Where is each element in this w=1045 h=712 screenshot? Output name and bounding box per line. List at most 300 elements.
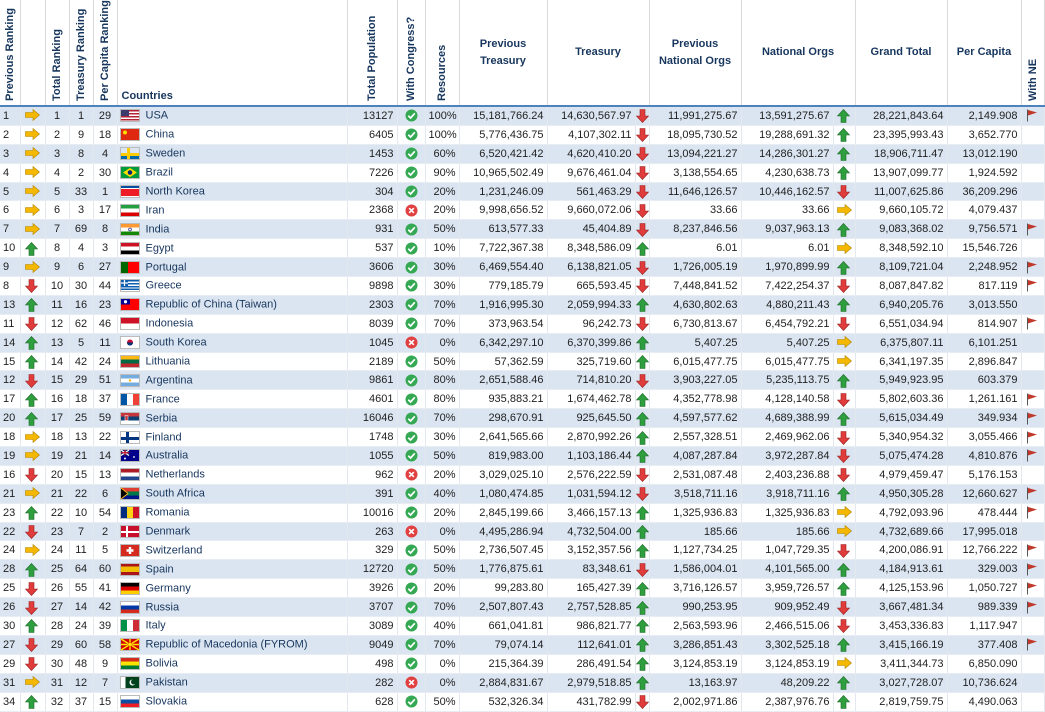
resources-cell: 90% (425, 163, 459, 182)
header-with-ne[interactable]: With NE (1021, 0, 1044, 106)
total-population-cell: 391 (347, 484, 397, 503)
in-flag-icon (120, 223, 140, 236)
grand-total-cell: 9,083,368.02 (855, 220, 947, 239)
per-capita-ranking-cell: 54 (93, 503, 117, 522)
down-arrow-icon (636, 695, 649, 708)
country-cell[interactable] (117, 220, 347, 239)
red-flag-icon (1026, 109, 1039, 122)
total-ranking-cell: 2 (45, 125, 69, 144)
right-arrow-icon (25, 204, 40, 217)
sk-flag-icon (120, 695, 140, 708)
with-ne-cell (1021, 390, 1044, 409)
treasury-trend-cell (635, 106, 649, 125)
country-cell[interactable] (117, 314, 347, 333)
resources-cell: 70% (425, 635, 459, 654)
up-arrow-icon (25, 355, 40, 368)
country-cell[interactable] (117, 333, 347, 352)
treasury-ranking-cell: 1 (69, 106, 93, 125)
country-cell[interactable] (117, 579, 347, 598)
previous-treasury-cell: 215,364.39 (459, 654, 547, 673)
up-arrow-icon (636, 242, 649, 255)
table-row[interactable] (0, 522, 1044, 541)
total-population-cell: 263 (347, 522, 397, 541)
per-capita-cell: 3,652.770 (947, 125, 1021, 144)
down-arrow-icon (837, 468, 852, 481)
table-row[interactable] (0, 125, 1044, 144)
treasury-trend-cell (635, 522, 649, 541)
table-row[interactable] (0, 654, 1044, 673)
per-capita-cell: 12,660.627 (947, 484, 1021, 503)
up-arrow-icon (636, 506, 649, 519)
resources-cell: 0% (425, 654, 459, 673)
per-capita-ranking-cell: 8 (93, 220, 117, 239)
with-ne-cell (1021, 617, 1044, 636)
up-arrow-icon (25, 298, 40, 311)
country-cell[interactable] (117, 163, 347, 182)
congress-cell (397, 333, 425, 352)
country-cell[interactable] (117, 409, 347, 428)
table-row[interactable] (0, 314, 1044, 333)
cross-icon (405, 525, 418, 538)
total-ranking-cell: 7 (45, 220, 69, 239)
header-treasury[interactable]: Treasury (547, 0, 649, 106)
treasury-trend-cell (635, 617, 649, 636)
it-flag-icon (120, 619, 140, 632)
country-cell[interactable] (117, 503, 347, 522)
down-arrow-icon (636, 223, 649, 236)
previous-ranking-cell: 14 (0, 333, 20, 352)
eg-flag-icon (120, 242, 140, 255)
check-icon (405, 582, 418, 595)
treasury-cell: 9,660,072.06 (547, 201, 635, 220)
treasury-trend-cell (635, 447, 649, 466)
table-row[interactable] (0, 352, 1044, 371)
treasury-ranking-cell: 16 (69, 295, 93, 314)
check-icon (405, 147, 418, 160)
up-arrow-icon (636, 431, 649, 444)
per-capita-ranking-cell: 2 (93, 522, 117, 541)
table-row[interactable] (0, 692, 1044, 711)
check-icon (405, 563, 418, 576)
congress-cell (397, 390, 425, 409)
total-ranking-cell: 6 (45, 201, 69, 220)
country-name: Argentina (145, 374, 193, 387)
down-arrow-icon (25, 601, 40, 614)
total-population-cell: 1055 (347, 447, 397, 466)
up-arrow-icon (25, 563, 40, 576)
up-arrow-icon (837, 582, 852, 595)
country-cell[interactable] (117, 522, 347, 541)
treasury-ranking-cell: 8 (69, 144, 93, 163)
orgs-trend-cell (833, 314, 855, 333)
table-row[interactable] (0, 579, 1044, 598)
za-flag-icon (120, 487, 140, 500)
country-cell[interactable] (117, 465, 347, 484)
country-cell[interactable] (117, 277, 347, 296)
header-total-population[interactable]: Total Population (347, 0, 397, 106)
country-cell[interactable] (117, 239, 347, 258)
per-capita-ranking-cell: 42 (93, 598, 117, 617)
grand-total-cell: 4,792,093.96 (855, 503, 947, 522)
dk-flag-icon (120, 525, 140, 538)
table-row[interactable] (0, 371, 1044, 390)
national-orgs-cell: 14,286,301.27 (741, 144, 833, 163)
previous-treasury-cell: 15,181,766.24 (459, 106, 547, 125)
congress-cell (397, 277, 425, 296)
previous-treasury-cell: 99,283.80 (459, 579, 547, 598)
total-population-cell: 2189 (347, 352, 397, 371)
red-flag-icon (1026, 431, 1039, 444)
up-arrow-icon (837, 638, 852, 651)
congress-cell (397, 371, 425, 390)
table-row[interactable] (0, 144, 1044, 163)
previous-national-orgs-cell: 13,163.97 (649, 673, 741, 692)
country-cell[interactable] (117, 371, 347, 390)
with-ne-cell (1021, 314, 1044, 333)
treasury-cell: 4,620,410.20 (547, 144, 635, 163)
ranking-trend-cell (20, 465, 45, 484)
down-arrow-icon (25, 468, 40, 481)
up-arrow-icon (636, 676, 649, 689)
total-ranking-cell: 18 (45, 428, 69, 447)
header-per-capita-ranking[interactable]: Per Capita Ranking (93, 0, 117, 106)
orgs-trend-cell (833, 579, 855, 598)
ranking-trend-cell (20, 258, 45, 277)
congress-cell (397, 617, 425, 636)
up-arrow-icon (636, 638, 649, 651)
table-row[interactable] (0, 277, 1044, 296)
table-row[interactable] (0, 447, 1044, 466)
check-icon (405, 223, 418, 236)
right-arrow-icon (25, 109, 40, 122)
resources-cell: 0% (425, 522, 459, 541)
total-population-cell: 1045 (347, 333, 397, 352)
country-cell[interactable] (117, 617, 347, 636)
treasury-trend-cell (635, 277, 649, 296)
treasury-cell: 8,348,586.09 (547, 239, 635, 258)
treasury-cell: 2,576,222.59 (547, 465, 635, 484)
table-row[interactable] (0, 617, 1044, 636)
per-capita-ranking-cell: 41 (93, 579, 117, 598)
country-name: Spain (145, 563, 174, 576)
per-capita-ranking-cell: 5 (93, 541, 117, 560)
up-arrow-icon (837, 412, 852, 425)
down-arrow-icon (636, 487, 649, 500)
with-ne-cell (1021, 239, 1044, 258)
resources-cell: 60% (425, 144, 459, 163)
ranking-trend-cell (20, 201, 45, 220)
total-population-cell: 329 (347, 541, 397, 560)
previous-national-orgs-cell: 4,597,577.62 (649, 409, 741, 428)
previous-national-orgs-cell: 5,407.25 (649, 333, 741, 352)
table-row[interactable] (0, 201, 1044, 220)
per-capita-cell: 478.444 (947, 503, 1021, 522)
country-cell[interactable] (117, 541, 347, 560)
down-arrow-icon (25, 374, 40, 387)
header-treasury-ranking[interactable]: Treasury Ranking (69, 0, 93, 106)
header-total-ranking[interactable]: Total Ranking (45, 0, 69, 106)
orgs-trend-cell (833, 163, 855, 182)
resources-cell: 50% (425, 560, 459, 579)
total-population-cell: 931 (347, 220, 397, 239)
with-ne-cell (1021, 522, 1044, 541)
ranking-trend-cell (20, 428, 45, 447)
previous-treasury-cell: 2,845,199.66 (459, 503, 547, 522)
right-arrow-icon (25, 147, 40, 160)
grand-total-cell: 3,453,336.83 (855, 617, 947, 636)
header-previous-treasury[interactable]: Previous Treasury (459, 0, 547, 106)
total-ranking-cell: 23 (45, 522, 69, 541)
treasury-trend-cell (635, 503, 649, 522)
national-orgs-cell: 6,015,477.75 (741, 352, 833, 371)
grand-total-cell: 6,375,807.11 (855, 333, 947, 352)
red-flag-icon (1026, 544, 1039, 557)
header-per-capita[interactable]: Per Capita (947, 0, 1021, 106)
resources-cell: 70% (425, 314, 459, 333)
previous-national-orgs-cell: 18,095,730.52 (649, 125, 741, 144)
per-capita-cell: 2,248.952 (947, 258, 1021, 277)
grand-total-cell: 11,007,625.86 (855, 182, 947, 201)
header-grand-total[interactable]: Grand Total (855, 0, 947, 106)
check-icon (405, 109, 418, 122)
per-capita-ranking-cell: 46 (93, 314, 117, 333)
country-cell[interactable] (117, 201, 347, 220)
grand-total-cell: 23,395,993.43 (855, 125, 947, 144)
check-icon (405, 261, 418, 274)
previous-ranking-cell: 23 (0, 503, 20, 522)
with-ne-cell (1021, 220, 1044, 239)
fi-flag-icon (120, 431, 140, 444)
grand-total-cell: 6,940,205.76 (855, 295, 947, 314)
orgs-trend-cell (833, 125, 855, 144)
treasury-cell: 986,821.77 (547, 617, 635, 636)
total-ranking-cell: 22 (45, 503, 69, 522)
up-arrow-icon (636, 412, 649, 425)
previous-national-orgs-cell: 6,015,477.75 (649, 352, 741, 371)
right-arrow-icon (837, 657, 852, 670)
total-ranking-cell: 27 (45, 598, 69, 617)
treasury-cell: 96,242.73 (547, 314, 635, 333)
up-arrow-icon (837, 298, 852, 311)
table-row[interactable] (0, 503, 1044, 522)
up-arrow-icon (837, 563, 852, 576)
table-row[interactable] (0, 484, 1044, 503)
table-row[interactable] (0, 295, 1044, 314)
resources-cell: 70% (425, 295, 459, 314)
table-row[interactable] (0, 182, 1044, 201)
total-ranking-cell: 16 (45, 390, 69, 409)
total-population-cell: 10016 (347, 503, 397, 522)
total-population-cell: 498 (347, 654, 397, 673)
country-cell[interactable] (117, 390, 347, 409)
country-cell[interactable] (117, 692, 347, 711)
ranking-trend-cell (20, 220, 45, 239)
country-cell[interactable] (117, 182, 347, 201)
table-row[interactable] (0, 598, 1044, 617)
header-resources[interactable]: Resources (425, 0, 459, 106)
us-flag-icon (120, 109, 140, 122)
country-cell[interactable] (117, 106, 347, 125)
country-cell[interactable] (117, 352, 347, 371)
header-row (0, 0, 1044, 106)
with-ne-cell (1021, 673, 1044, 692)
country-cell[interactable] (117, 635, 347, 654)
total-ranking-cell: 4 (45, 163, 69, 182)
right-arrow-icon (837, 336, 852, 349)
down-arrow-icon (636, 279, 649, 292)
resources-cell: 0% (425, 673, 459, 692)
orgs-trend-cell (833, 541, 855, 560)
table-row[interactable] (0, 258, 1044, 277)
ranking-trend-cell (20, 314, 45, 333)
total-ranking-cell: 32 (45, 692, 69, 711)
up-arrow-icon (837, 223, 852, 236)
with-ne-cell (1021, 579, 1044, 598)
up-arrow-icon (636, 544, 649, 557)
per-capita-cell: 1,261.161 (947, 390, 1021, 409)
red-flag-icon (1026, 317, 1039, 330)
congress-cell (397, 579, 425, 598)
treasury-ranking-cell: 4 (69, 239, 93, 258)
total-population-cell: 537 (347, 239, 397, 258)
previous-treasury-cell: 2,507,807.43 (459, 598, 547, 617)
table-row[interactable] (0, 560, 1044, 579)
ranking-trend-cell (20, 182, 45, 201)
grand-total-cell: 8,109,721.04 (855, 258, 947, 277)
table-row[interactable] (0, 239, 1044, 258)
country-cell[interactable] (117, 447, 347, 466)
country-name: South Africa (145, 487, 205, 500)
resources-cell: 20% (425, 579, 459, 598)
congress-cell (397, 220, 425, 239)
header-national-orgs[interactable]: National Orgs (741, 0, 855, 106)
country-cell[interactable] (117, 484, 347, 503)
country-name: Denmark (145, 525, 191, 538)
red-flag-icon (1026, 638, 1039, 651)
ranking-trend-cell (20, 125, 45, 144)
up-arrow-icon (636, 393, 649, 406)
with-ne-cell (1021, 692, 1044, 711)
previous-national-orgs-cell: 1,325,936.83 (649, 503, 741, 522)
down-arrow-icon (837, 393, 852, 406)
ranking-trend-cell (20, 239, 45, 258)
country-name: Pakistan (145, 676, 188, 689)
country-cell[interactable] (117, 125, 347, 144)
country-cell[interactable] (117, 428, 347, 447)
orgs-trend-cell (833, 220, 855, 239)
national-orgs-cell: 4,689,388.99 (741, 409, 833, 428)
treasury-trend-cell (635, 125, 649, 144)
treasury-trend-cell (635, 201, 649, 220)
congress-cell (397, 635, 425, 654)
per-capita-ranking-cell: 18 (93, 125, 117, 144)
previous-treasury-cell: 661,041.81 (459, 617, 547, 636)
ranking-trend-cell (20, 163, 45, 182)
right-arrow-icon (25, 166, 40, 179)
grand-total-cell: 9,660,105.72 (855, 201, 947, 220)
country-cell[interactable] (117, 258, 347, 277)
national-orgs-cell: 10,446,162.57 (741, 182, 833, 201)
treasury-cell: 45,404.89 (547, 220, 635, 239)
header-countries[interactable]: Countries (117, 0, 347, 106)
treasury-cell: 2,059,994.33 (547, 295, 635, 314)
treasury-cell: 165,427.39 (547, 579, 635, 598)
grand-total-cell: 5,949,923.95 (855, 371, 947, 390)
check-icon (405, 185, 418, 198)
with-ne-cell (1021, 654, 1044, 673)
br-flag-icon (120, 166, 140, 179)
treasury-cell: 925,645.50 (547, 409, 635, 428)
check-icon (405, 431, 418, 444)
total-ranking-cell: 19 (45, 447, 69, 466)
per-capita-cell: 1,050.727 (947, 579, 1021, 598)
country-cell[interactable] (117, 560, 347, 579)
table-row[interactable] (0, 541, 1044, 560)
header-previous-national-orgs[interactable]: Previous National Orgs (649, 0, 741, 106)
per-capita-cell: 15,546.726 (947, 239, 1021, 258)
header-with-congress[interactable]: With Congress? (397, 0, 425, 106)
treasury-trend-cell (635, 654, 649, 673)
down-arrow-icon (837, 619, 852, 632)
country-cell[interactable] (117, 295, 347, 314)
orgs-trend-cell (833, 277, 855, 296)
treasury-ranking-cell: 33 (69, 182, 93, 201)
total-ranking-cell: 26 (45, 579, 69, 598)
resources-cell: 30% (425, 428, 459, 447)
table-row[interactable] (0, 409, 1044, 428)
country-cell[interactable] (117, 654, 347, 673)
table-row[interactable] (0, 635, 1044, 654)
table-row[interactable] (0, 673, 1044, 692)
red-flag-icon (1026, 601, 1039, 614)
table-row[interactable] (0, 220, 1044, 239)
per-capita-cell: 814.907 (947, 314, 1021, 333)
treasury-ranking-cell: 29 (69, 371, 93, 390)
orgs-trend-cell (833, 239, 855, 258)
down-arrow-icon (837, 431, 852, 444)
country-cell[interactable] (117, 144, 347, 163)
treasury-ranking-cell: 64 (69, 560, 93, 579)
previous-ranking-cell: 8 (0, 277, 20, 296)
header-previous-ranking[interactable]: Previous Ranking (0, 0, 20, 106)
orgs-trend-cell (833, 560, 855, 579)
previous-ranking-cell: 27 (0, 635, 20, 654)
previous-treasury-cell: 779,185.79 (459, 277, 547, 296)
country-cell[interactable] (117, 598, 347, 617)
treasury-cell: 325,719.60 (547, 352, 635, 371)
red-flag-icon (1026, 487, 1039, 500)
table-row[interactable] (0, 390, 1044, 409)
treasury-trend-cell (635, 692, 649, 711)
orgs-trend-cell (833, 106, 855, 125)
table-row[interactable] (0, 163, 1044, 182)
table-row[interactable] (0, 106, 1044, 125)
grand-total-cell: 8,087,847.82 (855, 277, 947, 296)
total-ranking-cell: 31 (45, 673, 69, 692)
previous-national-orgs-cell: 2,002,971.86 (649, 692, 741, 711)
per-capita-ranking-cell: 59 (93, 409, 117, 428)
table-row[interactable] (0, 428, 1044, 447)
check-icon (405, 638, 418, 651)
table-row[interactable] (0, 333, 1044, 352)
country-name: Iran (145, 204, 165, 217)
total-population-cell: 2303 (347, 295, 397, 314)
table-row[interactable] (0, 465, 1044, 484)
congress-cell (397, 125, 425, 144)
up-arrow-icon (837, 109, 852, 122)
es-flag-icon (120, 563, 140, 576)
country-cell[interactable] (117, 673, 347, 692)
